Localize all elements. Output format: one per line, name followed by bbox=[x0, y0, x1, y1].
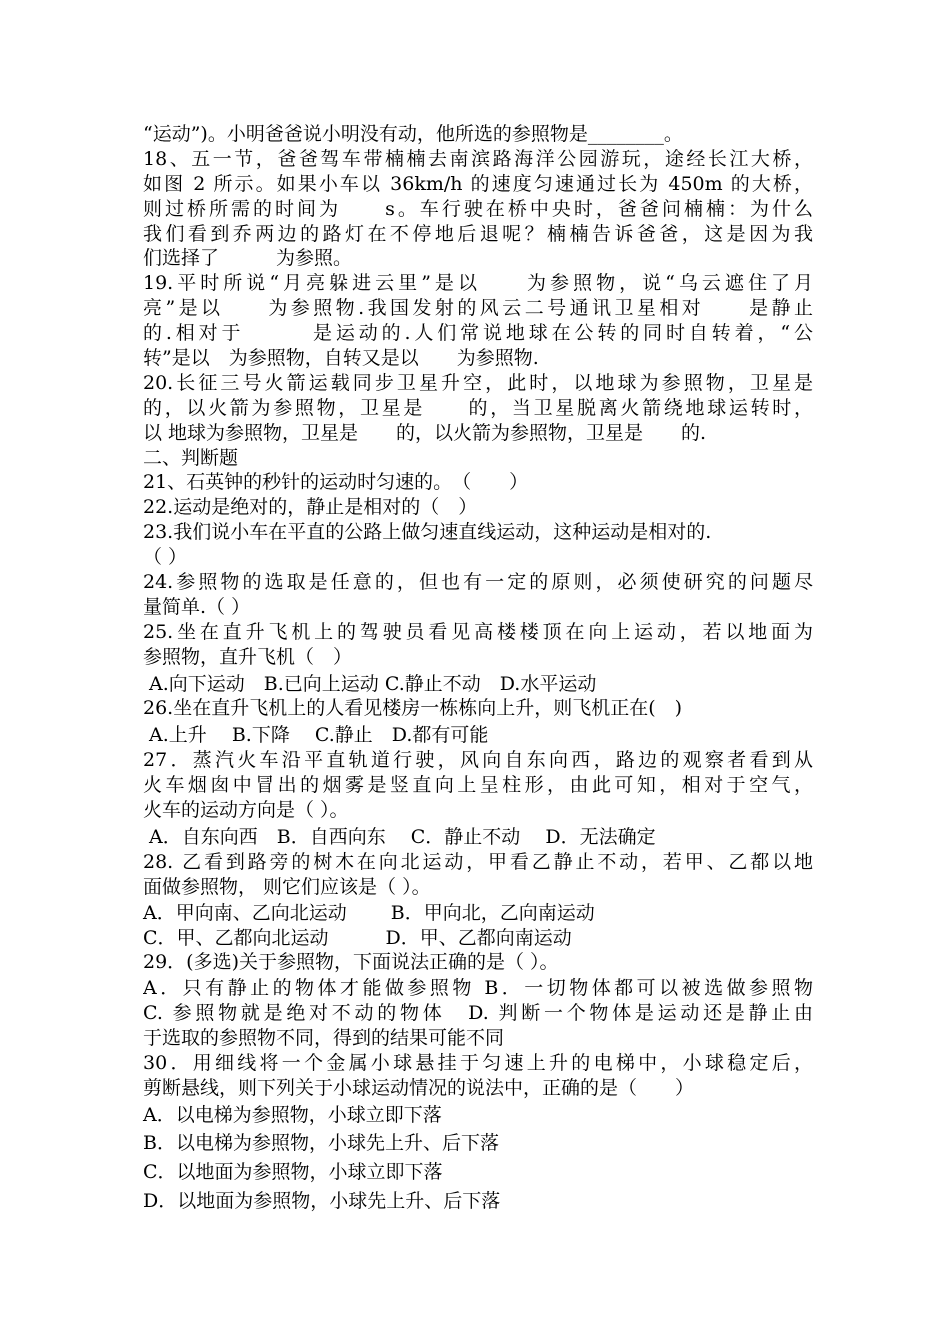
text-line: 二、判断题 bbox=[143, 446, 239, 469]
text-line: D．以地面为参照物，小球先上升、后下落 bbox=[143, 1190, 501, 1213]
text-line: “运动”)。小明爸爸说小明没有动，他所选的参照物是________。 bbox=[143, 123, 683, 145]
text-line: A.上升 B.下降 C.静止 D.都有可能 bbox=[143, 724, 489, 747]
text-line: B．以电梯为参照物，小球先上升、后下落 bbox=[143, 1131, 499, 1154]
text-line: 们选择了 为参照。 bbox=[143, 247, 353, 270]
text-line: 参照物，直升飞机（ ） bbox=[143, 645, 353, 668]
document-body bbox=[143, 122, 813, 1214]
text-line: C. 参照物就是绝对不动的物体 D. 判断一个物体是运动还是静止由 bbox=[143, 1002, 813, 1025]
text-line: 的，以火箭为参照物，卫星是 的，当卫星脱离火箭绕地球运转时， bbox=[143, 396, 813, 419]
text-line: 23.我们说小车在平直的公路上做匀速直线运动，这种运动是相对的. bbox=[143, 521, 712, 544]
text-line: 19.平时所说“月亮躲进云里”是以 为参照物，说“乌云遮住了月 bbox=[143, 272, 813, 295]
text-line: A．只有静止的物体才能做参照物 B．一切物体都可以被选做参照物 bbox=[143, 977, 813, 1000]
text-line: 剪断悬线，则下列关于小球运动情况的说法中，正确的是（ ） bbox=[143, 1076, 695, 1099]
text-line: 26.坐在直升飞机上的人看见楼房一栋栋向上升，则飞机正在( ) bbox=[143, 697, 683, 720]
text-line: C．以地面为参照物，小球立即下落 bbox=[143, 1160, 443, 1183]
text-line: 于选取的参照物不同，得到的结果可能不同 bbox=[143, 1027, 505, 1050]
text-line: 火车烟囱中冒出的烟雾是竖直向上呈柱形，由此可知，相对于空气， bbox=[143, 774, 813, 797]
text-line: （ ） bbox=[143, 546, 188, 569]
text-line: 28. 乙看到路旁的树木在向北运动，甲看乙静止不动，若甲、乙都以地 bbox=[143, 850, 813, 873]
text-line: 20.长征三号火箭运载同步卫星升空，此时，以地球为参照物，卫星是 bbox=[143, 371, 813, 394]
text-line: 22.运动是绝对的，静止是相对的（ ） bbox=[143, 496, 478, 519]
text-line: 我们看到乔两边的路灯在不停地后退呢？楠楠告诉爸爸，这是因为我 bbox=[143, 222, 813, 245]
text-line: A.向下运动 B.已向上运动 C.静止不动 D.水平运动 bbox=[143, 672, 597, 695]
text-line: 18、五一节，爸爸驾车带楠楠去南滨路海洋公园游玩，途经长江大桥， bbox=[143, 147, 813, 170]
text-line: 30．用细线将一个金属小球悬挂于匀速上升的电梯中，小球稳定后， bbox=[143, 1051, 813, 1074]
text-line: 25.坐在直升飞机上的驾驶员看见高楼楼顶在向上运动，若以地面为 bbox=[143, 620, 813, 643]
text-line: 转”是以 为参照物，自转又是以 为参照物. bbox=[143, 347, 539, 370]
text-line: A．自东向西 B．自西向东 C．静止不动 D．无法确定 bbox=[143, 825, 656, 848]
text-line: 27．蒸汽火车沿平直轨道行驶，风向自东向西，路边的观察者看到从 bbox=[143, 749, 813, 772]
text-line: 如图 2 所示。如果小车以 36km/h 的速度匀速通过长为 450m 的大桥， bbox=[143, 172, 813, 195]
text-line: C．甲、乙都向北运动 D．甲、乙都向南运动 bbox=[143, 926, 572, 949]
text-line: A．甲向南、乙向北运动 B．甲向北，乙向南运动 bbox=[143, 901, 595, 924]
text-line: 29．(多选)关于参照物，下面说法正确的是（ ）。 bbox=[143, 951, 559, 974]
text-line: 火车的运动方向是（ ）。 bbox=[143, 799, 349, 822]
text-line: A．以电梯为参照物，小球立即下落 bbox=[143, 1103, 442, 1126]
text-line: 以 地球为参照物，卫星是 的，以火箭为参照物，卫星是 的. bbox=[143, 421, 707, 444]
text-line: 则过桥所需的时间为 s。车行驶在桥中央时，爸爸问楠楠：为什么 bbox=[143, 197, 813, 220]
text-line: 24.参照物的选取是任意的，但也有一定的原则，必须使研究的问题尽 bbox=[143, 571, 813, 594]
text-line: 亮”是以 为参照物.我国发射的风云二号通讯卫星相对 是静止 bbox=[143, 297, 813, 320]
text-line: 面做参照物， 则它们应该是（ ）。 bbox=[143, 875, 431, 898]
text-line: 的.相对于 是运动的.人们常说地球在公转的同时自转着，“公 bbox=[143, 322, 813, 345]
text-line: 21、石英钟的秒针的运动时匀速的。 （ ） bbox=[143, 471, 529, 494]
text-line: 量简单.（ ） bbox=[143, 595, 251, 618]
